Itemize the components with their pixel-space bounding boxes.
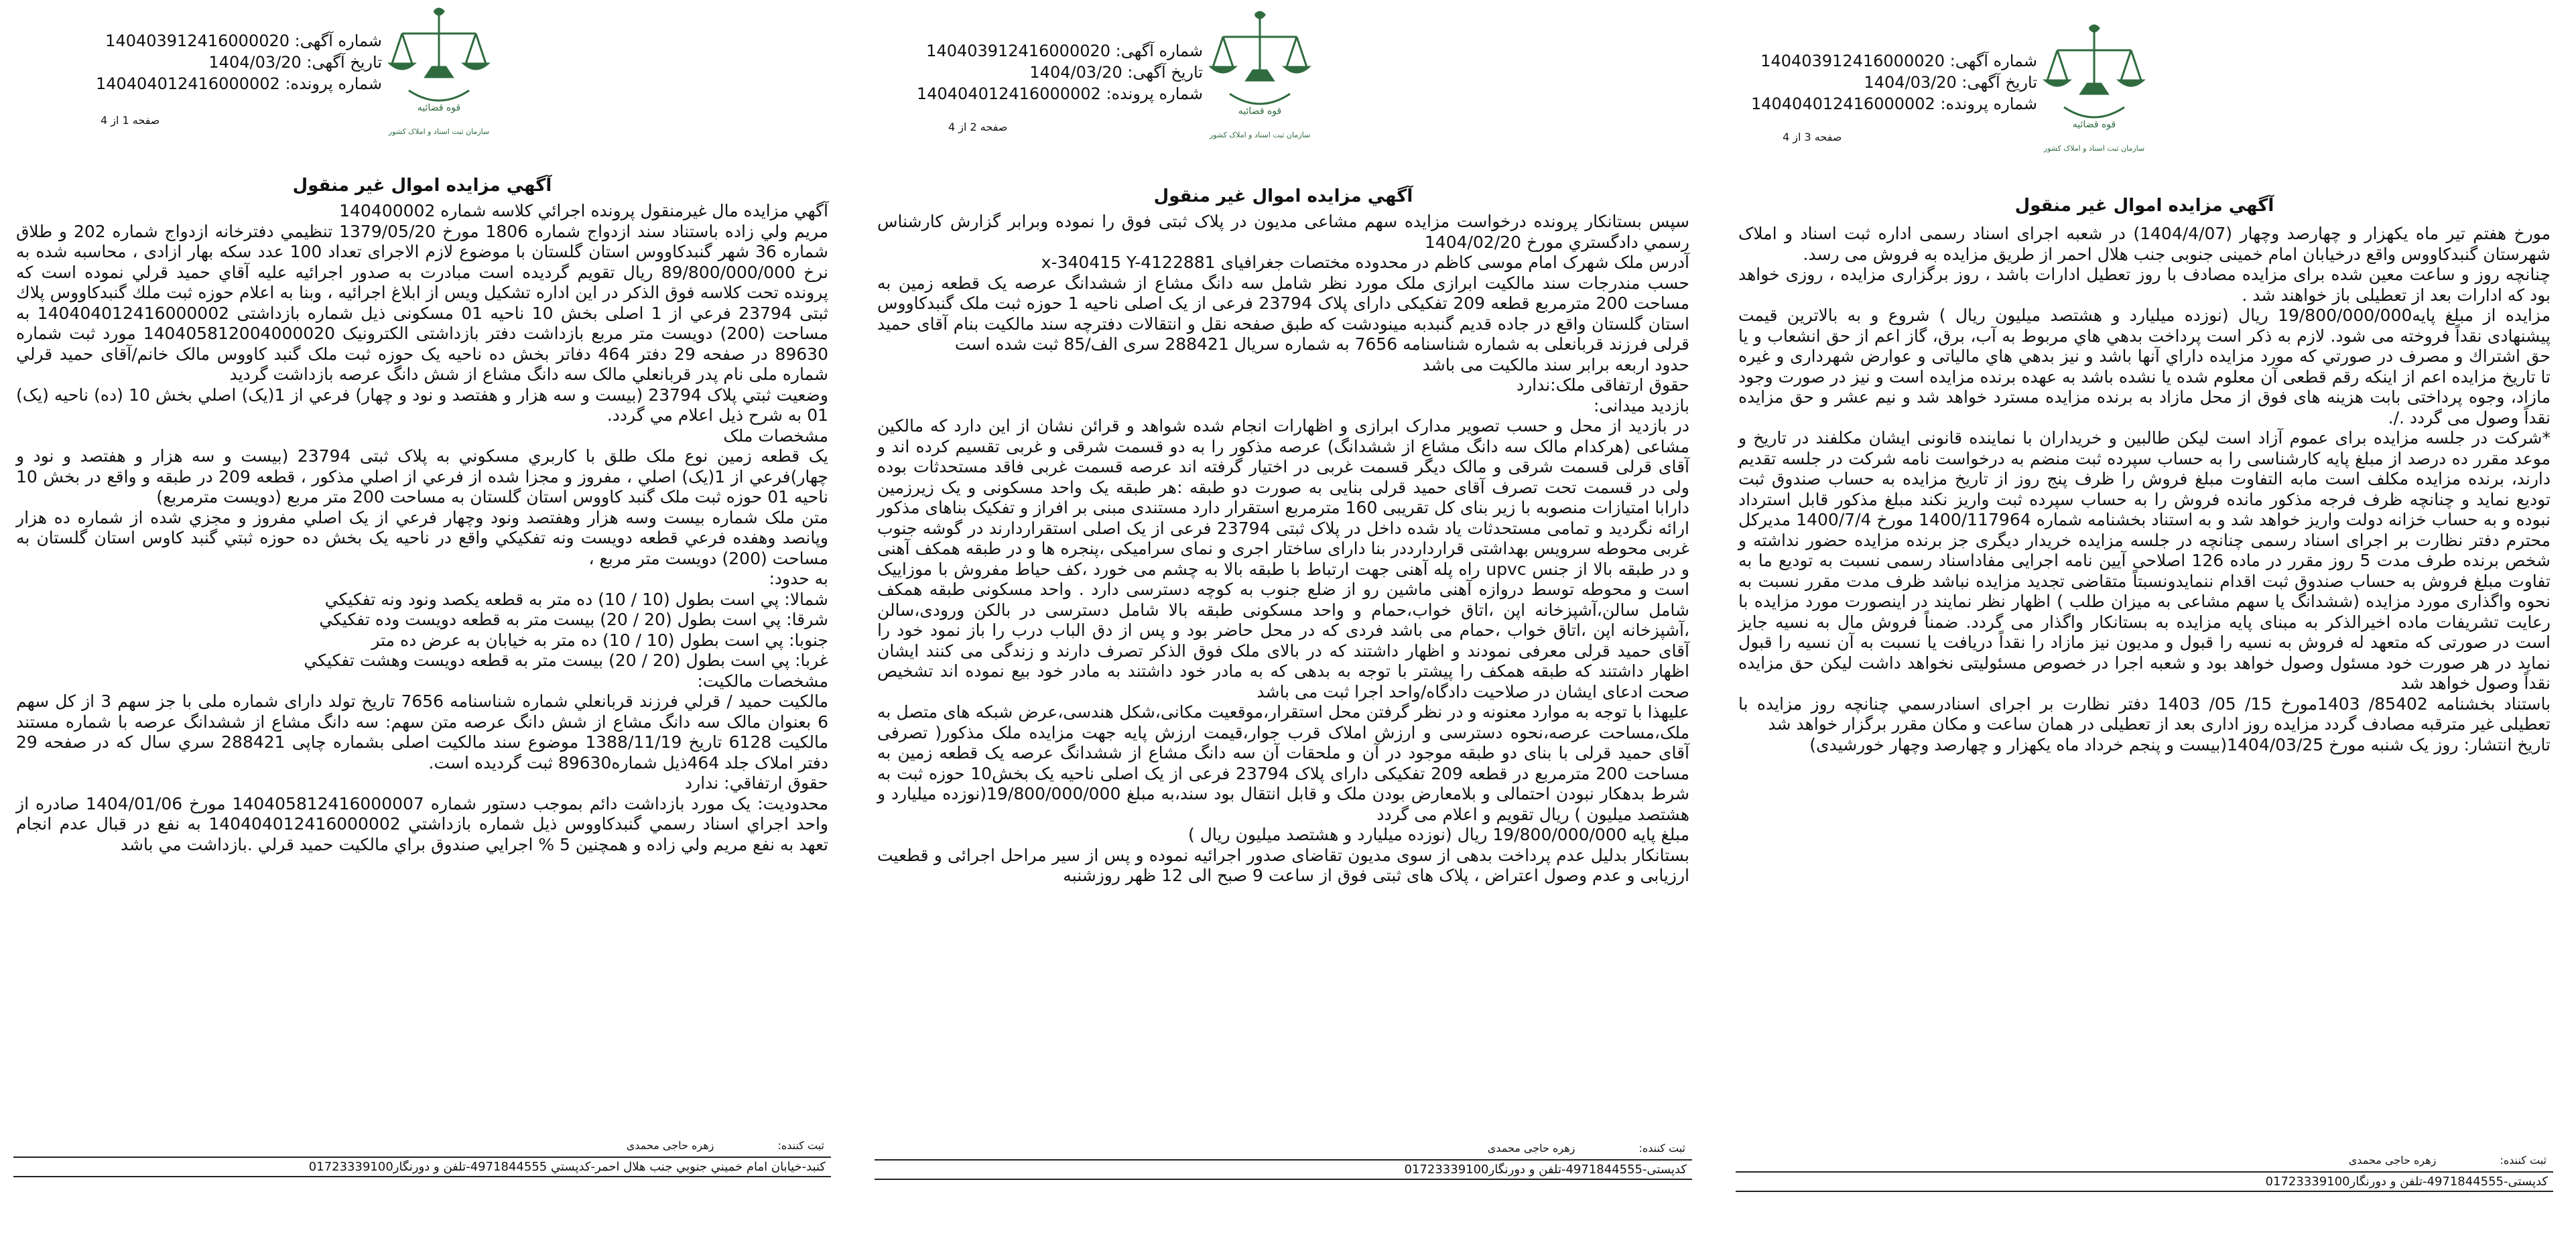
notice-title: آگهي مزايده اموال غير منقول (292, 176, 552, 196)
signer-line (881, 1142, 1685, 1154)
page-number: صفحه 1 از 4 (101, 114, 160, 127)
signer-line (1742, 1154, 2547, 1167)
svg-text:سازمان ثبت اسناد و املاک کشور: سازمان ثبت اسناد و املاک کشور (1209, 131, 1311, 139)
office-address-footer: کدپستی-4971844555-تلفن و دورنگار01723339100 (875, 1159, 1692, 1180)
notice-body: سپس بستانکار پرونده درخواست مزایده سهم مشاعی مدیون در پلاک ثبتی فوق را نموده وبرابر گزارش کارشناس رسمي دادگستري مورخ 1404/02/20 آدرس ملک شهرک امام موسی کاظم در محدوده مختصات جغرافیای x-340415 Y-4122881 حسب مندرجات سند مالکیت ابرازی ملک مورد نظر شامل سه دانگ مشاع از ششدانگ عرصه یک قطعه زمین به مساحت 200 مترمربع قطعه 209 تفکیکی دارای پلاک 23794 فرعی از یک اصلی ناحیه 1 حوزه ثبت ملک گنبدکاووس استان گلستان واقع در جاده قدیم گنبدبه مینودشت که طبق صفحه نقل و انتقالات دفترچه سند مالکیت بنام آقای حمید قرلی فرزند قربانعلی به شماره شناسنامه 7656 به شماره سریال 288421 سری الف/85 ثبت شده است حدود اربعه برابر سند مالکیت می باشد حقوق ارتفاقی ملک:ندارد بازدید میدانی: در بازدید از محل و حسب تصویر مدارک ابرازی و اظهارات انجام شده شواهد و قرائن نشان از این دارد که مالکین مشاعی (هرکدام مالک سه دانگ مشاع از ششدانگ) عرصه مذکور را به دو قسمت شرقی و غربی تقسیم کرده اند و آقای قرلی قسمت شرقی و مالک دیگر قسمت غربی در اختیار گرفته اند عرصه قسمت غربی فاقد مستحدثات بوده ولی در قسمت تحت تصرف آقای حمید قرلی بنایی به صورت دو طبقه :هر طبقه یک واحد مسکونی و یک زیرزمین دارابا امتیازات منصوبه با زیر بنای کل تقریبی 160 مترمربع استقرار دارد مستندی مبنی بر افراز و تفکیک بناهای مذکور ارائه نگردید و تمامی مستحدثات یاد شده داخل در پلاک ثبتی 23794 فرعی از یک اصلی استقراردارند در گوشه جنوب غربی محوطه سرویس بهداشتی قراردارددر بنا دارای ساختار اجری و نمای سرامیکی ،پنجره ها و در طبقه همکف آهنی و در طبقه بالا از جنس upvc راه پله آهنی جهت ارتباط با طبقه بالا به چشم می خورد ،کف حیاط مفروش با موزاییک است و محوطه توسط دروازه آهنی ماشین رو از ضلع جنوب به کوچه دسترسی دارد . واحد مسکونی طبقه همکف شامل سالن،آشپزخانه اپن ،اتاق خواب،حمام و واحد مسکونی طبقه بالا شامل دسترسی در بالکن ورودی،سالن ،آشپزخانه اپن ،اتاق خواب ،حمام می باشد فردی که در محل حاضر بود و پس از دق الباب درب را باز نمود خود را آقای حمید قرلی معرفی نمودند و اظهار داشتند که در بالای ملک فوق الذکر تصرف دارند و زندگی می کنند ایشان اظهار داشتند که طبقه همکف را پیشتر با توجه به بدهی که به مادر خود داشتند به مادر خود بیع نموده اند تشخیص صحت ادعای ایشان در صلاحیت دادگاه/واحد اجرا ثبت می باشد علیهذا با توجه به موارد معنونه و در نظر گرفتن محل استقرار،موقعیت مکانی،شکل هندسی،عرض شبکه های متصل به ملک،مساحت عرصه،نحوه دسترسی و ارزش املاک قرب جوار،قیمت ارزش پایه جهت مزایده ملک مذکور( تصرفی آقای حمید قرلی با بنای دو طبقه موجود در آن و ملحقات آن سه دانگ مشاع از ششدانگ عرصه یک قطعه زمین به مساحت 200 مترمربع در قطعه 209 تفکیکی دارای پلاک 23794 فرعی از یک اصلی ناحیه یک بخش10 حوزه ثبت به شرط بدهکار نبودن احتمالی و بلامعارض بودن ملک و قابل انتقال بود سند،به مبلغ 19/800/000/000(نوزده میلیارد و هشتصد میلیون ) ریال تقویم و اعلام می گردد مبلغ پایه 19/800/000/000 ریال (نوزده میلیارد و هشتصد میلیون ریال ) بستانکار بدلیل عدم پرداخت بدهی از سوی مدیون تقاضای صدور اجرائیه نموده و پس از سیر مراحل اجرائی و قطعیت ارزیابی و عدم وصول اعتراض ، پلاک های ثبتی فوق از ساعت 9 صبح الی 12 ظهر روزشنبه (877, 212, 1690, 885)
case-number: شماره پرونده: 140404012416000002 (916, 84, 1203, 103)
notice-date: تاریخ آگهی: 1404/03/20 (208, 53, 382, 72)
office-address-footer: كنبد-خيابان امام خميني جنوبي جنب هلال احمر-كدپستي 4971844555-تلفن و دورنگار01723339100 (13, 1157, 831, 1177)
signer-line (20, 1139, 824, 1152)
signer-label: ثبت کننده: (777, 1139, 824, 1152)
signer-name: زهره حاجی محمدی (1487, 1142, 1575, 1154)
signer-label: ثبت کننده: (1638, 1142, 1685, 1154)
notice-page-1 (7, 0, 838, 1255)
case-number: شماره پرونده: 140404012416000002 (95, 74, 382, 93)
notice-title: آگهي مزايده اموال غير منقول (2014, 196, 2274, 216)
notice-meta (95, 30, 382, 94)
notice-page-2 (868, 0, 1699, 1255)
notice-title: آگهي مزايده اموال غير منقول (1153, 186, 1413, 206)
office-address-footer: کدپستی-4971844555-تلفن و دورنگار01723339100 (1736, 1171, 2553, 1192)
page-number: صفحه 3 از 4 (1783, 131, 1842, 143)
judiciary-emblem-icon (1203, 7, 1317, 147)
judiciary-emblem-icon (382, 3, 496, 144)
notice-meta (908, 40, 1203, 105)
judiciary-emblem-icon (2037, 20, 2151, 161)
svg-text:سازمان ثبت اسناد و املاک کشور: سازمان ثبت اسناد و املاک کشور (2043, 144, 2145, 153)
notice-body: آگهي مزايده مال غيرمنقول پرونده اجرائي كلاسه شماره 140400002 مريم ولي زاده باستناد سند ازدواج شماره 1806 مورخ 1379/05/20 تنظيمي دفترخانه ازدواج شماره 202 و طلاق شماره 36 شهر گنبدکاووس استان گلستان با موضوع لازم الاجرای تعداد 100 عدد سکه بهار ازادی ، محاسبه شده به نرخ 89/800/000/000 ريال تقويم گرديده است مبادرت به صدور اجرائيه عليه آقاي حميد قرلي نموده است که پرونده تحت كلاسه فوق الذكر در اين اداره تشكيل ويس از ابلاغ اجرائيه ، وبنا به اعلام حوزه ثبت ملك گنبدكاووس پلاك ثبتی 23794 فرعي از 1 اصلی بخش 10 ناحيه 01 مسکونی ذيل شماره بازداشتی 140404012416000002 به مساحت (200) دويست متر مربع بازداشت دفتر بازداشتی الکترونیک 140405812004000020 مورد ثبت شماره 89630 در صفحه 29 دفتر 464 دفاتر بخش ده ناحيه يک حوزه ثبت ملک گنبد کاووس مالک خانم/آقای حميد قرلي شماره ملی نام پدر قربانعلي مالک سه دانگ مشاع از شش دانگ عرصه بازداشت گرديد وضعيت ثبتي پلاک 23794 (بيست و سه هزار و هفتصد و نود و چهار) فرعي از 1(يک) اصلي بخش 10 (ده) ناحيه (يک) 01 به شرح ذيل اعلام مي گردد. مشخصات ملک يک قطعه زمين نوع ملک طلق با کاربري مسکوني به پلاک ثبتی 23794 (بيست و سه هزار و هفتصد و نود و چهار)فرعي از 1(يک) اصلي ، مفروز و مجزا شده از فرعي از اصلي مذکور ، قطعه 209 در طبقه و واقع در بخش 10 ناحيه 01 حوزه ثبت ملک گنبد کاووس استان گلستان به مساحت 200 متر مربع (دويست مترمربع) متن ملک شماره بيست وسه هزار وهفتصد ونود وچهار فرعي از يک اصلي مفروز و مجزي شده از شماره ده هزار وپانصد وهفده فرعي قطعه دويست ونه تفکيکي واقع در ناحيه يک بخش ده حوزه ثبتي گنبد کاوس استان گلستان به مساحت (200) دويست متر مربع ، به حدود: شمالا: پي است بطول (10 / 10) ده متر به قطعه يکصد ونود ونه تفکيکي شرقا: پي است بطول (20 / 20) بيست متر به قطعه دويست وده تفکيکي جنوبا: پي است بطول (10 / 10) ده متر به خيابان به عرض ده متر غربا: پي است بطول (20 / 20) بيست متر به قطعه دويست وهشت تفکيکي مشخصات مالکيت: مالکيت حميد / قرلي فرزند قربانعلي شماره شناسنامه 7656 تاريخ تولد دارای شماره ملی با جز سهم 3 از کل سهم 6 بعنوان مالک سه دانگ مشاع از شش دانگ عرصه متن سهم: سه دانگ مشاع از ششدانگ عرصه با شماره مستند مالکيت 6128 تاريخ 1388/11/19 موضوع سند مالکيت اصلی بشماره چاپی 288421 سري سال که در صفحه 29 دفتر املاک جلد 464ذيل شماره89630 ثبت گرديده است. حقوق ارتفاقي: ندارد محدوديت: يک مورد بازداشت دائم بموجب دستور شماره 140405812416000007 مورخ 1404/01/06 صادره از واحد اجراي اسناد رسمي گنبدکاووس ذيل شماره بازداشتي 140404012416000002 به نفع در قبال عدم انجام تعهد به نفع مريم ولي زاده و همچنين 5 % اجرايي صندوق براي مالکيت حميد قرلي .بازداشت مي باشد (16, 201, 829, 854)
signer-name: زهره حاجی محمدی (626, 1139, 714, 1152)
signer-name: زهره حاجی محمدی (2348, 1154, 2437, 1167)
svg-text:قوه قضائیه: قوه قضائیه (417, 103, 461, 113)
notice-number: شماره آگهی: 140403912416000020 (1760, 52, 2037, 70)
notice-number: شماره آگهی: 140403912416000020 (105, 31, 382, 50)
notice-number: شماره آگهی: 140403912416000020 (926, 42, 1203, 60)
notice-date: تاریخ آگهی: 1404/03/20 (1864, 73, 2037, 92)
notice-body: مورخ هفتم تیر ماه یکهزار و چهارصد وچهار (1404/4/07) در شعبه اجرای اسناد رسمی اداره ثبت اسناد و املاک شهرستان گنبدکاووس واقع درخیابان امام خمینی جنوبی جنب هلال احمر از طریق مزایده به فروش می رسد. چنانچه روز و ساعت معین شده برای مزایده مصادف با روز تعطیل ادارات باشد ، روز برگزاری مزایده ، روزی خواهد بود که ادارات بعد از تعطیلی باز خواهند شد . مزایده از مبلغ پایه19/800/000/000 ريال (نوزده میلیارد و هشتصد میلیون ریال ) شروع و به بالاترین قیمت پیشنهادی نقداً فروخته می شود. لازم به ذکر است پرداخت بدهي هاي مربوط به آب، برق، گاز اعم از حق انشعاب و یا حق اشتراك و مصرف در صورتي كه مورد مزايده داراي آنها باشد و نيز بدهي هاي مالیاتی و عوارض شهرداری و غیره تا تاریخ مزایده اعم از اینکه رقم قطعی آن معلوم شده یا نشده باشد به عهده برنده مزایده است و نیز در صورت وجود مازاد، وجوه پرداختی بابت هزینه های فوق از محل مازاد به برنده مزایده مسترد خواهد شد و نیم عشر و حق مزایده نقداً وصول می گردد ./. *شرکت در جلسه مزایده برای عموم آزاد است لیکن طالبین و خریداران با نماینده قانونی ایشان مکلفند در تاریخ و موعد مقرر ده درصد از مبلغ پایه کارشناسی را به حساب سپرده ثبت منضم به درخواست نامه شرکت در جلسه تقدیم دارند، برنده مزایده مکلف است مابه التفاوت مبلغ فروش را ظرف پنج روز از تاریخ مزایده به حساب صندوق ثبت تودیع نماید و چنانچه ظرف فرجه مذکور مانده فروش را به حساب سپرده ثبت واریز نکند مبلغ مذکور قابل استرداد نبوده و به حساب خزانه دولت واریز خواهد شد و به استناد بخشنامه شماره 1400/117964 مورخ 1400/7/4 مدیرکل محترم دفتر نظارت بر اجرای اسناد رسمی چنانچه در جلسه مزایده خریدار دیگری جز برنده مزایده حضور نداشته و شخص برنده طرف مدت 5 روز مقرر در ماده 126 اصلاحی آیین نامه اجرایی مفاداسناد رسمی نسبت به تودیع ما به تفاوت مبلغ فروش به حساب صندوق ثبت اقدام ننمایدونسبتاً متقاضی تجدید مزایده نباشد ظرف مدت مقرر نسبت به نحوه واگذاری مورد مزایده (ششدانگ یا سهم مشاعی به میزان طلب ) اظهار نظر نمایند در اینصورت مورد مزایده با رعایت تشریفات ماده اخیرالذکر به مبنای پایه مزایده به بستانکار واگذار می گردد. ضمناً فروش مال به نسیه جایز است در صورتی که متعهد له فروش به نسیه را قبول و مدیون نیز مازاد را نقداً دریافت یا نسبت به آن نسیه را قبول نماید در هر صورت خود مسئول وصول خواهد بود و شعبه اجرا در خصوص مسئولیتی نخواهد داشت لیکن حق مزایده نقداً وصول خواهد شد باستناد بخشنامه 85402/ 1403مورخ 15/ 05/ 1403 دفتر نظارت بر اجرای اسنادرسمي چنانچه روز مزایده با تعطیلی غیر مترقبه مصادف گردد مزایده روز اداری بعد از تعطیلی در همان ساعت و مکان مقرر برگزار خواهد شد تاریخ انتشار: روز یک شنبه مورخ 1404/03/25(بیست و پنجم خرداد ماه یکهزار و چهارصد وچهار خورشیدی) (1738, 224, 2551, 754)
notice-date: تاریخ آگهی: 1404/03/20 (1029, 63, 1203, 82)
svg-text:قوه قضائیه: قوه قضائیه (1238, 106, 1282, 117)
notice-meta (1750, 50, 2037, 115)
svg-text:سازمان ثبت اسناد و املاک کشور: سازمان ثبت اسناد و املاک کشور (388, 127, 490, 136)
case-number: شماره پرونده: 140404012416000002 (1750, 94, 2037, 113)
notice-page-3 (1729, 0, 2560, 1255)
signer-label: ثبت کننده: (2500, 1154, 2547, 1167)
page-number: صفحه 2 از 4 (948, 121, 1008, 133)
svg-text:قوه قضائیه: قوه قضائیه (2072, 119, 2116, 130)
